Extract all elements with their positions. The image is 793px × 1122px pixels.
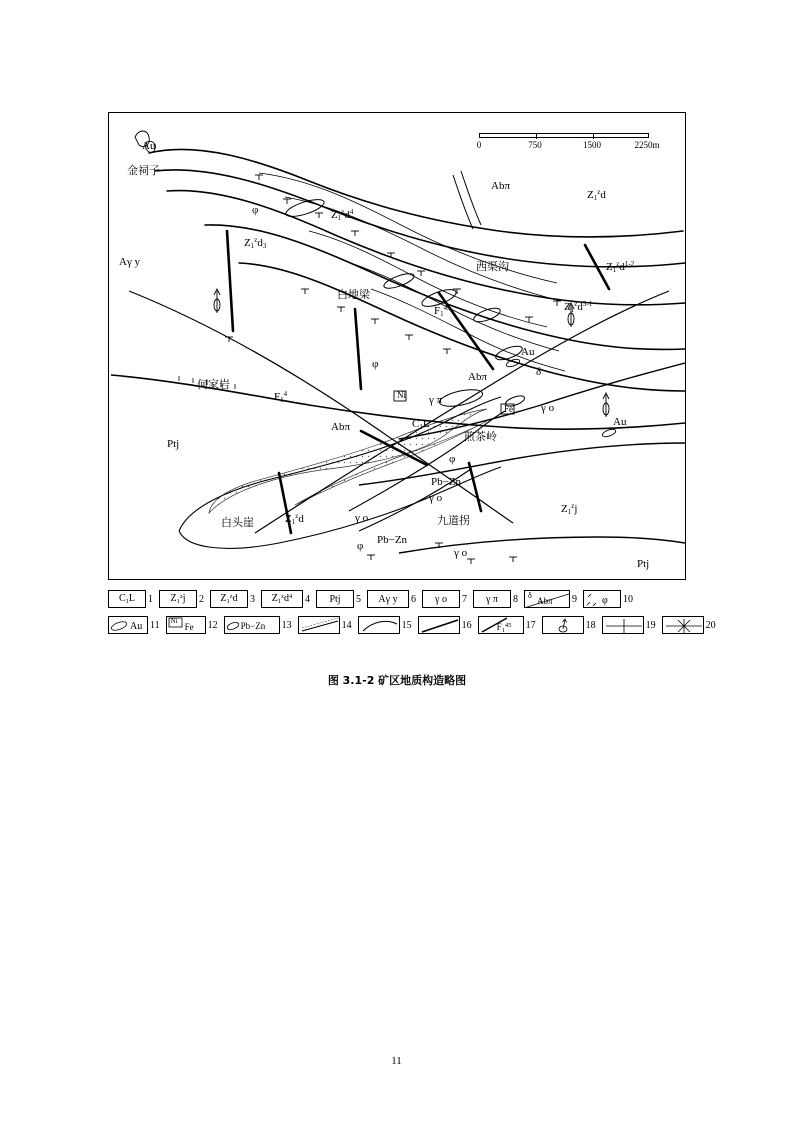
legend-swatch-nife xyxy=(166,616,206,634)
legend-swatch-ptj: Ptj xyxy=(316,590,354,608)
legend-swatch-fault-line xyxy=(418,616,460,634)
map-label-pbzn-1: Pb−Zn xyxy=(431,476,462,488)
legend-number-1: 1 xyxy=(148,593,153,605)
geology-map xyxy=(108,112,686,580)
legend-number-18: 18 xyxy=(585,619,596,631)
legend-item-14 xyxy=(298,616,354,634)
legend-swatch-pbzn-text: Pb−Zn xyxy=(240,621,266,631)
map-label-gammao-4: γ ο xyxy=(454,547,468,559)
legend-item-2 xyxy=(159,590,206,608)
legend-swatch-abpi-text: Abπ xyxy=(537,596,553,606)
page-number: 11 xyxy=(391,1055,402,1067)
map-label-au-right: Au xyxy=(613,416,627,428)
map-label-ptj-bottom: Ptj xyxy=(637,558,650,570)
legend-item-6 xyxy=(367,590,418,608)
map-label-gammao-3: γ ο xyxy=(355,512,369,524)
legend-number-8: 8 xyxy=(513,593,518,605)
map-label-z1d31: $Z_1^zd^{3-1}$ xyxy=(564,300,593,314)
legend-row-2 xyxy=(108,614,716,636)
map-label-ptj-left: Ptj xyxy=(167,438,180,450)
figure-container xyxy=(108,112,716,687)
legend-item-19 xyxy=(602,616,658,634)
legend-number-15: 15 xyxy=(401,619,412,631)
legend-swatch-grid xyxy=(602,616,644,634)
legend-swatch-ni-text: Ni xyxy=(170,617,178,625)
legend-item-16 xyxy=(418,616,474,634)
map-label-xiqugou: 西渠沟 xyxy=(476,260,509,273)
map-label-pbzn-2: Pb−Zn xyxy=(377,534,408,546)
map-linework xyxy=(109,113,686,580)
legend-swatch-au-text: Au xyxy=(130,621,143,632)
map-label-delta: δ xyxy=(536,366,542,378)
legend-number-19: 19 xyxy=(645,619,656,631)
map-label-z1j-right: $Z_1^zj$ xyxy=(561,502,578,516)
map-label-phi-4: φ xyxy=(357,540,364,552)
legend-number-2: 2 xyxy=(199,593,204,605)
legend-number-13: 13 xyxy=(281,619,292,631)
map-label-baidiliang: 白地梁 xyxy=(337,288,370,301)
legend-item-13 xyxy=(224,616,294,634)
map-label-jianchaling: 煎茶岭 xyxy=(464,430,497,443)
legend-swatch-pbzn xyxy=(224,616,280,634)
map-label-abpi-left: Abπ xyxy=(331,421,350,433)
legend-number-3: 3 xyxy=(250,593,255,605)
legend-item-12 xyxy=(166,616,220,634)
map-label-fe: Fe xyxy=(504,404,513,414)
map-label-phi-2: φ xyxy=(372,358,379,370)
legend-swatch-phi-text: φ xyxy=(602,595,608,606)
map-label-gammapi: γ π xyxy=(429,394,443,406)
legend-number-9: 9 xyxy=(572,593,577,605)
legend-swatch-z1d: $Z_1^zd$ xyxy=(210,590,248,608)
legend-item-15 xyxy=(358,616,414,634)
legend-swatch-plunge-arrow xyxy=(542,616,584,634)
legend-number-6: 6 xyxy=(411,593,416,605)
legend-item-17 xyxy=(478,616,538,634)
legend-swatch-z1d4: $Z_1^zd^4$ xyxy=(261,590,303,608)
map-label-agammay: Aγ y xyxy=(119,256,141,268)
legend-item-10 xyxy=(583,590,635,608)
legend-item-8 xyxy=(473,590,520,608)
map-label-gammao-1: γ ο xyxy=(541,402,555,414)
legend-swatch-c1l: $C_1L$ xyxy=(108,590,146,608)
legend-swatch-fe-text: Fe xyxy=(184,622,194,632)
legend-number-11: 11 xyxy=(150,619,160,631)
legend-item-1 xyxy=(108,590,155,608)
scale-tick-0: 0 xyxy=(476,140,482,150)
map-label-ni: Ni xyxy=(397,390,406,400)
map-label-f14: $F_1^4$ xyxy=(274,390,288,404)
legend-swatch-au xyxy=(108,616,148,634)
legend-swatch-gammapi: γ π xyxy=(473,590,511,608)
map-label-jiudaoguai: 九道拐 xyxy=(437,514,470,527)
map-label-jinsizi: 金祠子 xyxy=(127,164,160,177)
map-legend xyxy=(108,588,716,640)
scale-tick-2250: 2250m xyxy=(634,140,660,150)
map-label-baitouya: 白头崖 xyxy=(221,516,254,529)
legend-swatch-abpi: δ Abπ xyxy=(524,590,570,608)
legend-number-17: 17 xyxy=(525,619,536,631)
legend-number-12: 12 xyxy=(207,619,218,631)
legend-item-11 xyxy=(108,616,162,634)
map-label-hejiayan: 何家岩 xyxy=(197,378,230,391)
map-label-abpi-top: Abπ xyxy=(491,180,510,192)
legend-number-5: 5 xyxy=(356,593,361,605)
legend-number-7: 7 xyxy=(462,593,467,605)
legend-swatch-fault-label: $F_1^{45}$ xyxy=(478,616,524,634)
legend-number-20: 20 xyxy=(705,619,716,631)
figure-caption: 图 3.1-2 矿区地质构造略图 xyxy=(327,674,467,687)
legend-swatch-agammay: Aγ y xyxy=(367,590,409,608)
map-label-abpi-mid: Abπ xyxy=(468,371,487,383)
legend-swatch-star xyxy=(662,616,704,634)
map-label-z1d-right: $Z_1^zd$ xyxy=(587,188,606,202)
map-label-c1l: $C_1L$ xyxy=(412,418,430,431)
legend-number-10: 10 xyxy=(623,593,633,605)
legend-swatch-gammao: γ ο xyxy=(422,590,460,608)
scale-bar-track xyxy=(479,133,649,138)
map-label-z1d-bottom: $Z_1^zd$ xyxy=(285,512,304,526)
scale-bar xyxy=(476,133,660,159)
legend-item-9 xyxy=(524,590,579,608)
map-label-phi-3: φ xyxy=(449,453,456,465)
legend-item-3 xyxy=(210,590,257,608)
legend-number-4: 4 xyxy=(305,593,310,605)
scale-tick-1500: 1500 xyxy=(583,140,601,150)
scale-tick-750: 750 xyxy=(528,140,542,150)
map-label-gammao-2: γ ο xyxy=(429,492,443,504)
map-label-phi-1: φ xyxy=(252,204,259,216)
map-label-z1d12: $Z_1^zd^{1-2}$ xyxy=(606,260,635,274)
legend-item-5 xyxy=(316,590,363,608)
map-label-z1d3: $Z_1^zd_3$ xyxy=(244,236,267,250)
map-label-au-mid: Au xyxy=(521,346,535,358)
legend-number-16: 16 xyxy=(461,619,472,631)
map-label-z1d4: $Z_1^zd^4$ xyxy=(331,208,354,222)
map-label-f145: $F_1^{45}$ xyxy=(434,304,451,318)
legend-item-4 xyxy=(261,590,312,608)
legend-swatch-contact-dotted xyxy=(298,616,340,634)
legend-swatch-phi xyxy=(583,590,621,608)
legend-item-7 xyxy=(422,590,469,608)
map-label-au-top: Au xyxy=(142,140,156,152)
legend-item-18 xyxy=(542,616,598,634)
legend-number-14: 14 xyxy=(341,619,352,631)
legend-swatch-curve xyxy=(358,616,400,634)
legend-item-20 xyxy=(662,616,718,634)
legend-row-1 xyxy=(108,588,686,610)
legend-swatch-z1j: $Z_1^zj$ xyxy=(159,590,197,608)
